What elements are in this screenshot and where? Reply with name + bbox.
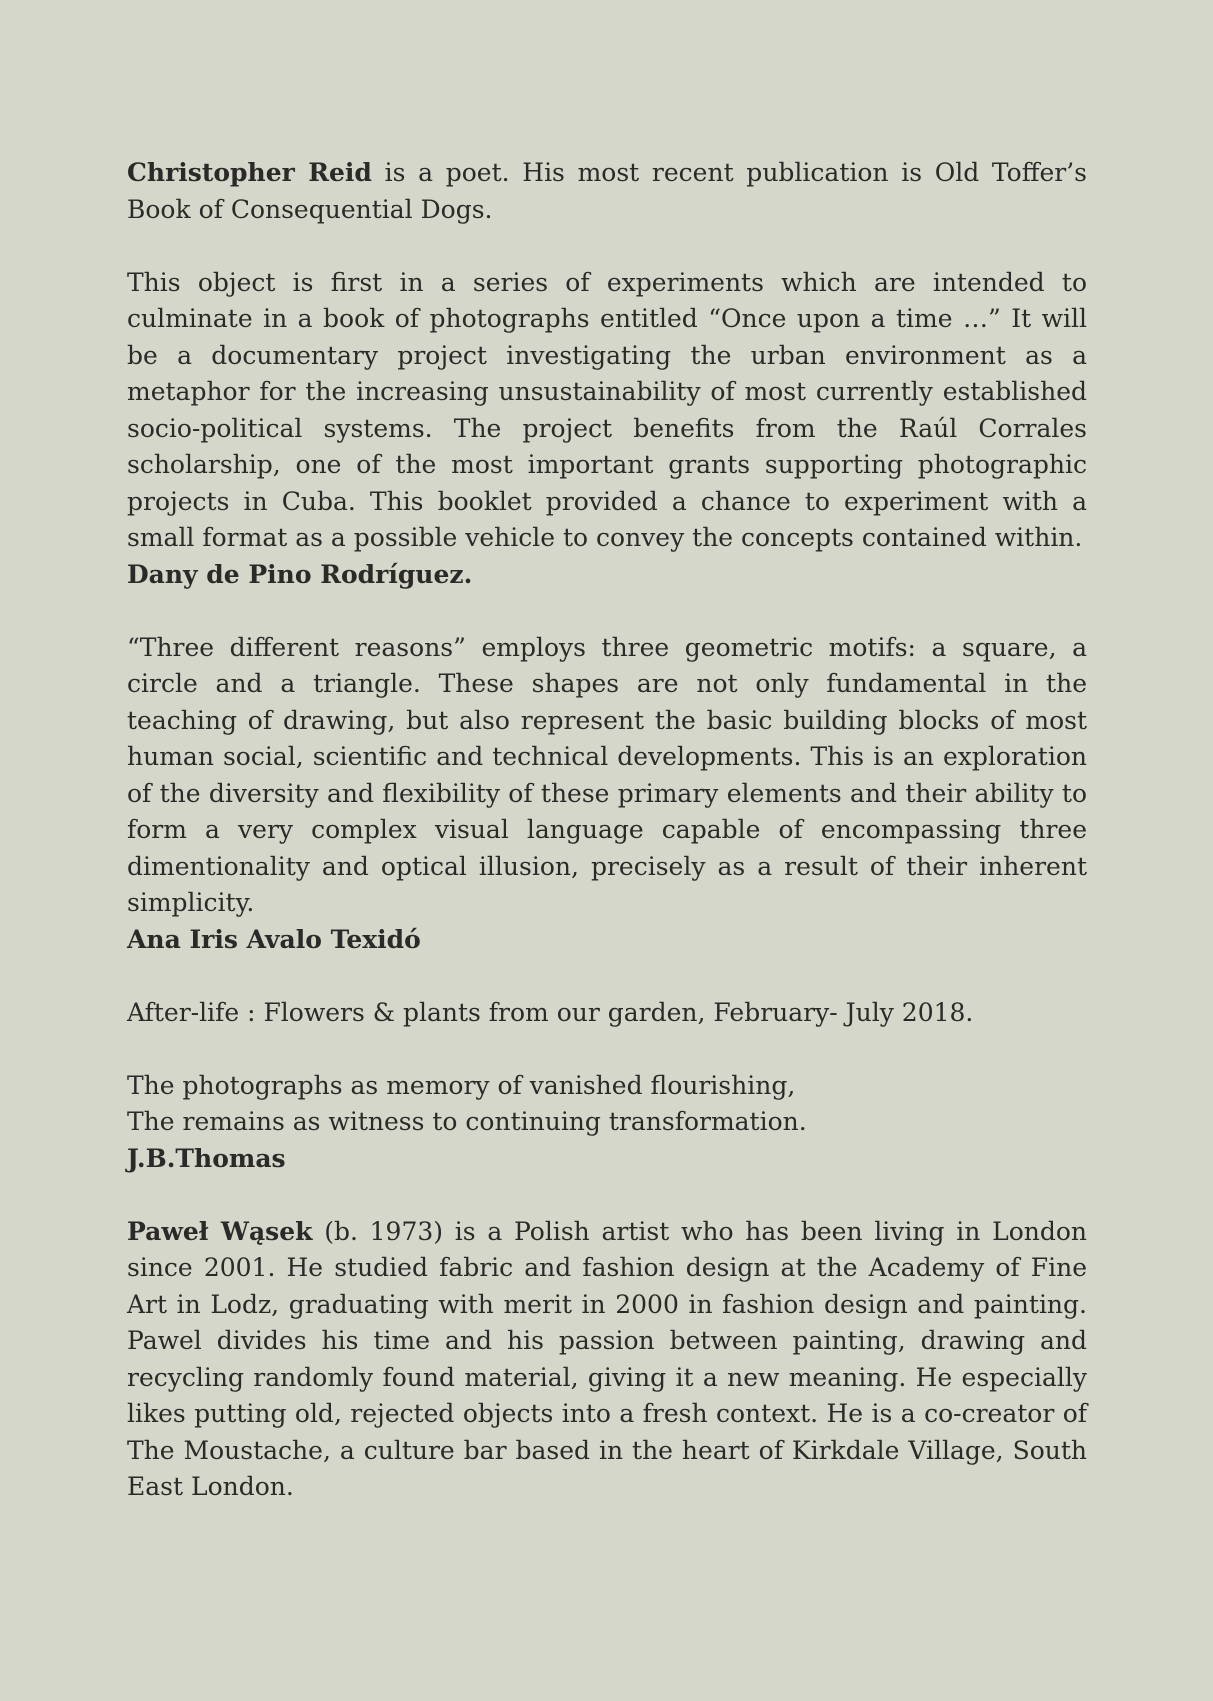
bio-pawel-wasek — [127, 1214, 1087, 1506]
bio-text: is a poet. His most recent publication is Old Toffer’s Book of Consequential Dogs. — [127, 158, 1087, 224]
page-text — [127, 155, 1087, 1542]
statement-after-life — [127, 995, 1087, 1032]
statement-ana-iris-avalo — [127, 630, 1087, 959]
bio-christopher-reid — [127, 155, 1087, 228]
statement-signature: Dany de Pino Rodríguez. — [127, 559, 473, 589]
artist-name: Paweł Wąsek — [127, 1216, 313, 1246]
statement-jb-thomas — [127, 1068, 1087, 1178]
statement-signature: J.B.Thomas — [127, 1143, 286, 1173]
bio-paragraph — [127, 1214, 1087, 1506]
statement-text: After-life : Flowers & plants from our garden, February- July 2018. — [127, 997, 974, 1027]
poem-line: The remains as witness to continuing transformation. — [127, 1107, 807, 1136]
poem-line: The photographs as memory of vanished flourishing, — [127, 1070, 796, 1100]
statement-dany-de-pino — [127, 265, 1087, 594]
statement-text: “Three different reasons” employs three geometric motifs: a square, a circle and a triangle. These shapes are not only fundamental in the teaching of drawing, but also represent the basic building blocks of most human social, scientific and technical developments. This is an exploration of the diversity and flexibility of these primary elements and their ability to form a very complex visual language capable of encompassing three dimentionality and optical illusion, precisely as a result of their inherent simplicity. — [127, 632, 1087, 917]
artist-name: Christopher Reid — [127, 158, 372, 187]
statement-text: This object is first in a series of experiments which are intended to culminate in a book of photographs entitled “Once upon a time …” It will be a documentary project investigating the urban environment as a metaphor for the increasing unsustainability of most currently established socio-political systems. The project benefits from the Raúl Corrales scholarship, one of the most important grants supporting photographic projects in Cuba. This booklet provided a chance to experiment with a small format as a possible vehicle to convey the concepts contained within. — [127, 267, 1087, 552]
statement-signature: Ana Iris Avalo Texidó — [127, 924, 421, 954]
bio-text: (b. 1973) is a Polish artist who has been living in London since 2001. He studied fabric and fashion design at the Academy of Fine Art in Lodz, graduating with merit in 2000 in fashion design and painting. Pawel divides his time and his passion between painting, drawing and recycling randomly found material, giving it a new meaning. He especially likes putting old, rejected objects into a fresh context. He is a co-creator of The Moustache, a culture bar based in the heart of Kirkdale Village, South East London. — [127, 1216, 1088, 1501]
bio-paragraph — [127, 155, 1087, 228]
